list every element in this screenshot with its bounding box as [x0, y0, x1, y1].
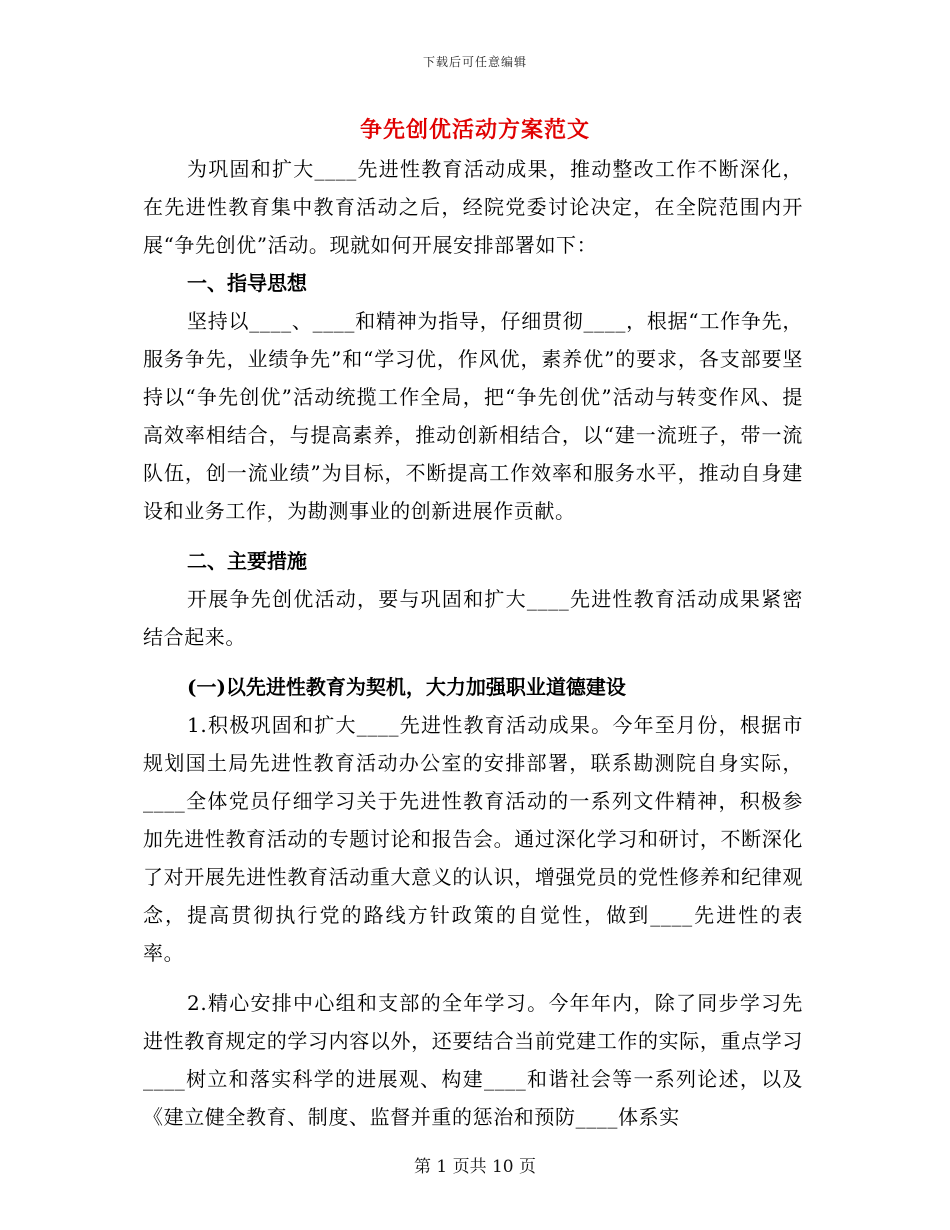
- section-heading-main-measures: 二、主要措施: [187, 549, 307, 573]
- subsection-heading-1: (一)以先进性教育为契机，大力加强职业道德建设: [187, 675, 626, 699]
- intro-paragraph: 为巩固和扩大____先进性教育活动成果，推动整改工作不断深化，在先进性教育集中教育活动之后，经院党委讨论决定，在全院范围内开展“争先创优”活动。现就如何开展安排部署如下：: [143, 157, 803, 257]
- list-item-2: 2.精心安排中心组和支部的全年学习。今年年内，除了同步学习先进性教育规定的学习内容以外，还要结合当前党建工作的实际，重点学习____树立和落实科学的进展观、构建____和谐社会等一系列论述，以及《建立健全教育、制度、监督并重的惩治和预防____体系实: [143, 991, 803, 1129]
- guiding-ideology-paragraph: 坚持以____、____和精神为指导，仔细贯彻____，根据“工作争先，服务争先，业绩争先”和“学习优，作风优，素养优”的要求，各支部要坚持以“争先创优”活动统揽工作全局，把“争先创优”活动与转变作风、提高效率相结合，与提高素养，推动创新相结合，以“建一流班子，带一流队伍，创一流业绩”为目标，不断提高工作效率和服务水平，推动自身建设和业务工作，为勘测事业的创新进展作贡献。: [143, 309, 803, 523]
- page-header-note: 下载后可任意编辑: [422, 55, 527, 69]
- section-heading-guiding-ideology: 一、指导思想: [187, 271, 307, 295]
- list-item-1: 1.积极巩固和扩大____先进性教育活动成果。今年至月份，根据市规划国土局先进性教育活动办公室的安排部署，联系勘测院自身实际，____全体党员仔细学习关于先进性教育活动的一系列文件精神，积极参加先进性教育活动的专题讨论和报告会。通过深化学习和研讨，不断深化了对开展先进性教育活动重大意义的认识，增强党员的党性修养和纪律观念，提高贯彻执行党的路线方针政策的自觉性，做到____先进性的表率。: [143, 713, 803, 965]
- main-measures-paragraph: 开展争先创优活动，要与巩固和扩大____先进性教育活动成果紧密结合起来。: [143, 587, 803, 649]
- document-title: 争先创优活动方案范文: [359, 117, 590, 143]
- page-number-footer: 第 1 页共 10 页: [413, 1157, 537, 1177]
- document-body: [143, 150, 803, 1136]
